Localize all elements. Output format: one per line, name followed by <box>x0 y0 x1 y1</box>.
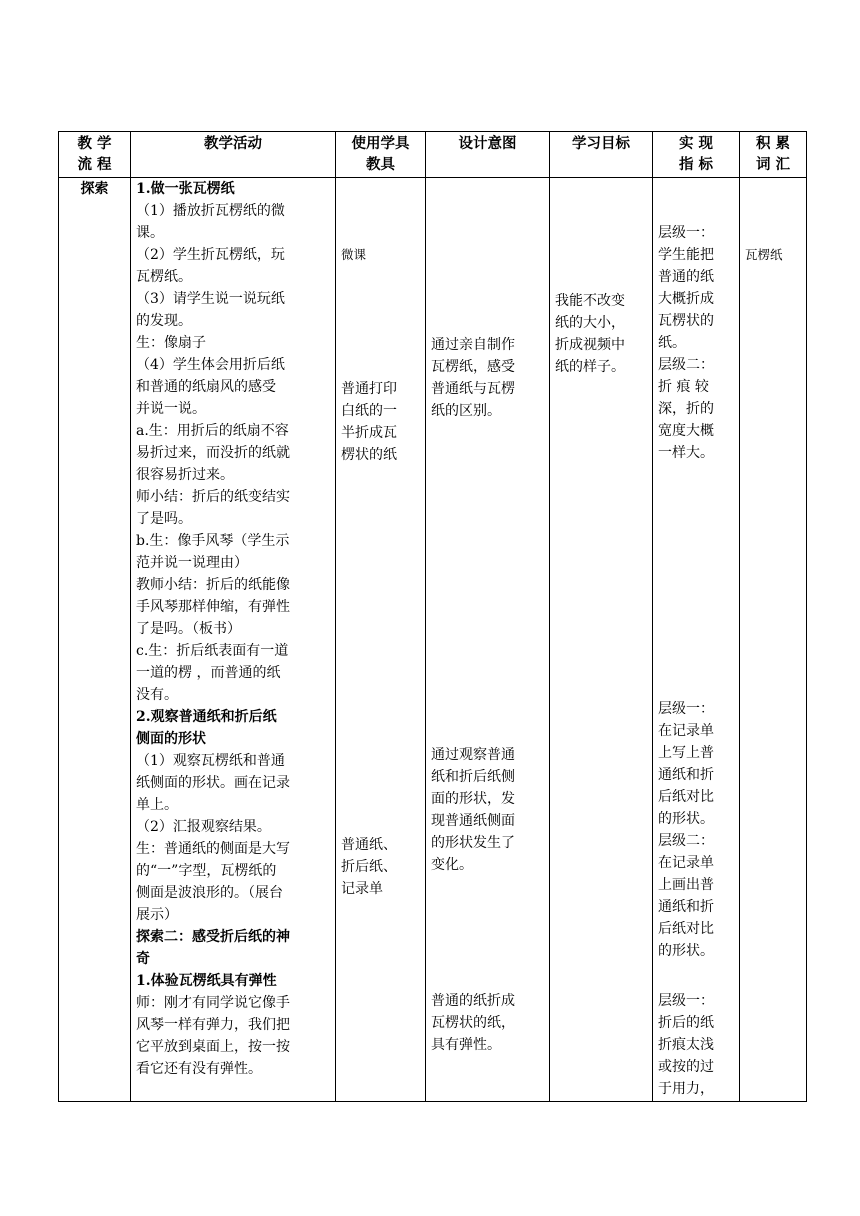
header-flow <box>59 132 131 178</box>
tools-block-3 <box>341 834 420 900</box>
explore-row <box>59 178 807 1102</box>
activity-line: 课。 <box>136 225 164 241</box>
activity-line: 师小结：折后的纸变结实 <box>136 489 290 505</box>
cell-text-line: 的形状发生了 <box>431 835 515 851</box>
intent-cell <box>426 178 550 1102</box>
cell-text-line: 我能不改变 <box>555 293 625 309</box>
indicator-block-1 <box>658 222 734 464</box>
activity-line: 展示） <box>136 907 178 923</box>
activity-line: 一道的楞 ，而普通的纸 <box>136 665 281 681</box>
cell-text-line: 后纸对比 <box>658 789 714 805</box>
activity-line: 瓦楞纸。 <box>136 269 192 285</box>
cell-text-line: 瓦楞状的 <box>658 313 714 329</box>
activity-line: 的“一”字型，瓦楞纸的 <box>136 863 277 879</box>
cell-text-line: 纸的样子。 <box>555 359 625 375</box>
cell-text-line: 纸。 <box>658 335 686 351</box>
activity-line: （4）学生体会用折后纸 <box>136 357 285 373</box>
goal-block-1 <box>555 290 647 378</box>
activity-line: 生：普通纸的侧面是大写 <box>136 841 290 857</box>
activity-line: 师：刚才有同学说它像手 <box>136 995 290 1011</box>
cell-text-line: 折痕太浅 <box>658 1037 714 1053</box>
cell-text-line: 纸的区别。 <box>431 403 501 419</box>
cell-text-line: 折后的纸 <box>658 1015 714 1031</box>
header-indicator-line-2: 指 标 <box>678 156 714 173</box>
intent-block-3 <box>431 990 544 1056</box>
activity-line: 生：像扇子 <box>136 335 206 351</box>
activity-line: 并说一说。 <box>136 401 206 417</box>
cell-text-line: 层级一： <box>658 225 714 241</box>
intent-block-1 <box>431 334 544 422</box>
activity-line: 范并说一说理由） <box>136 555 248 571</box>
cell-text-line: 普通纸与瓦楞 <box>431 381 515 397</box>
activity-line: 2.观察普通纸和折后纸 <box>136 709 277 725</box>
cell-text-line: 折后纸、 <box>341 859 397 875</box>
cell-text-line: 变化。 <box>431 857 473 873</box>
activity-line: （1）播放折瓦楞纸的微 <box>136 203 285 219</box>
intent-block-2 <box>431 744 544 876</box>
activity-line: 风琴一样有弹力，我们把 <box>136 1017 290 1033</box>
tools-block-1 <box>341 244 420 266</box>
header-vocab-line-2: 词 汇 <box>755 156 791 173</box>
cell-text-line: 通纸和折 <box>658 767 714 783</box>
activity-line: 的发现。 <box>136 313 192 329</box>
header-vocab-line-1: 积 累 <box>755 135 791 152</box>
cell-text-line: 的形状。 <box>658 943 714 959</box>
activity-line: 教师小结：折后的纸能像 <box>136 577 290 593</box>
cell-text-line: 在记录单 <box>658 723 714 739</box>
activity-line: （1）观察瓦楞纸和普通 <box>136 753 285 769</box>
activity-line: 探索二：感受折后纸的神 <box>136 929 290 945</box>
cell-text-line: 上写上普 <box>658 745 714 761</box>
activity-line: 了是吗。 <box>136 511 192 527</box>
cell-text-line: 上画出普 <box>658 877 714 893</box>
cell-text-line: 具有弹性。 <box>431 1037 501 1053</box>
activity-line: 手风琴那样伸缩，有弹性 <box>136 599 290 615</box>
cell-text-line: 面的形状，发 <box>431 791 515 807</box>
activity-line: （2）学生折瓦楞纸，玩 <box>136 247 285 263</box>
header-activity-label: 教学活动 <box>204 135 262 152</box>
activity-line: （2）汇报观察结果。 <box>136 819 271 835</box>
flow-label: 探索 <box>80 181 109 197</box>
cell-text-line: 学生能把 <box>658 247 714 263</box>
header-row <box>59 132 807 178</box>
cell-text-line: 折 痕 较 <box>658 379 709 395</box>
activity-line: 了是吗。（板书） <box>136 621 241 637</box>
cell-text-line: 深，折的 <box>658 401 714 417</box>
header-goal-label: 学习目标 <box>572 135 630 152</box>
cell-text-line: 普通的纸 <box>658 269 714 285</box>
header-tools <box>336 132 426 178</box>
tools-cell <box>336 178 426 1102</box>
cell-text-line: 折成视频中 <box>555 337 625 353</box>
activity-line: 侧面的形状 <box>136 731 206 747</box>
activity-line: b.生：像手风琴（学生示 <box>136 533 290 549</box>
activity-line: 很容易折过来。 <box>136 467 234 483</box>
cell-text-line: 层级一： <box>658 993 714 1009</box>
indicator-cell <box>653 178 740 1102</box>
cell-text-line: 一样大。 <box>658 445 714 461</box>
header-indicator-line-1: 实 现 <box>678 135 714 152</box>
cell-text-line: 瓦楞状的纸， <box>431 1015 515 1031</box>
header-flow-line-1: 教 学 <box>77 135 112 152</box>
activity-line: a.生：用折后的纸扇不容 <box>136 423 289 439</box>
cell-text-line: 现普通纸侧面 <box>431 813 515 829</box>
activity-line: c.生：折后纸表面有一道 <box>136 643 289 659</box>
header-goal <box>550 132 653 178</box>
cell-text-line: 或按的过 <box>658 1059 714 1075</box>
activity-line: 看它还有没有弹性。 <box>136 1061 262 1077</box>
cell-text-line: 层级一： <box>658 701 714 717</box>
header-intent-label: 设计意图 <box>458 135 517 152</box>
cell-text-line: 的形状。 <box>658 811 714 827</box>
cell-text-line: 大概折成 <box>658 291 714 307</box>
activity-line: 1.做一张瓦楞纸 <box>136 181 235 197</box>
header-tools-line-2: 教具 <box>366 156 395 173</box>
cell-text-line: 通过亲自制作 <box>431 337 515 353</box>
indicator-block-2 <box>658 698 734 962</box>
cell-text-line: 通纸和折 <box>658 899 714 915</box>
cell-text-line: 层级二： <box>658 357 714 373</box>
header-indicator <box>653 132 740 178</box>
activity-line: 侧面是波浪形的。（展台 <box>136 885 283 901</box>
vocab-cell <box>740 178 807 1102</box>
cell-text-line: 半折成瓦 <box>341 425 397 441</box>
header-vocab <box>740 132 807 178</box>
cell-text-line: 宽度大概 <box>658 423 714 439</box>
vocab-term: 瓦楞纸 <box>745 247 783 262</box>
tools-block-2 <box>341 378 420 466</box>
cell-text-line: 纸的大小， <box>555 315 625 331</box>
cell-text-line: 普通打印 <box>341 381 397 397</box>
header-tools-line-1: 使用学具 <box>351 135 410 152</box>
cell-text-line: 白纸的一 <box>341 403 397 419</box>
activity-line: （3）请学生说一说玩纸 <box>136 291 285 307</box>
cell-text-line: 记录单 <box>341 881 383 897</box>
lesson-plan-table <box>58 131 807 1102</box>
lesson-plan-page <box>58 131 806 1102</box>
header-activity <box>131 132 336 178</box>
goal-cell <box>550 178 653 1102</box>
activity-line: 它平放到桌面上，按一按 <box>136 1039 290 1055</box>
activity-line: 1.体验瓦楞纸具有弹性 <box>136 973 277 989</box>
header-intent <box>426 132 550 178</box>
activity-line: 单上。 <box>136 797 178 813</box>
cell-text-line: 通过观察普通 <box>431 747 515 763</box>
activity-line: 奇 <box>136 951 150 967</box>
header-flow-line-2: 流 程 <box>77 156 112 173</box>
activity-cell <box>131 178 336 1102</box>
cell-text-line: 层级二： <box>658 833 714 849</box>
activity-line: 和普通的纸扇风的感受 <box>136 379 276 395</box>
cell-text-line: 普通的纸折成 <box>431 993 515 1009</box>
cell-text-line: 纸和折后纸侧 <box>431 769 515 785</box>
cell-text-line: 瓦楞纸，感受 <box>431 359 515 375</box>
cell-text-line: 微课 <box>341 247 367 262</box>
cell-text-line: 普通纸、 <box>341 837 397 853</box>
indicator-block-3 <box>658 990 734 1100</box>
flow-cell <box>59 178 131 1102</box>
cell-text-line: 在记录单 <box>658 855 714 871</box>
cell-text-line: 后纸对比 <box>658 921 714 937</box>
cell-text-line: 楞状的纸 <box>341 447 397 463</box>
activity-line: 纸侧面的形状。画在记录 <box>136 775 290 791</box>
cell-text-line: 于用力， <box>658 1081 714 1097</box>
activity-line: 易折过来，而没折的纸就 <box>136 445 290 461</box>
activity-line: 没有。 <box>136 687 178 703</box>
